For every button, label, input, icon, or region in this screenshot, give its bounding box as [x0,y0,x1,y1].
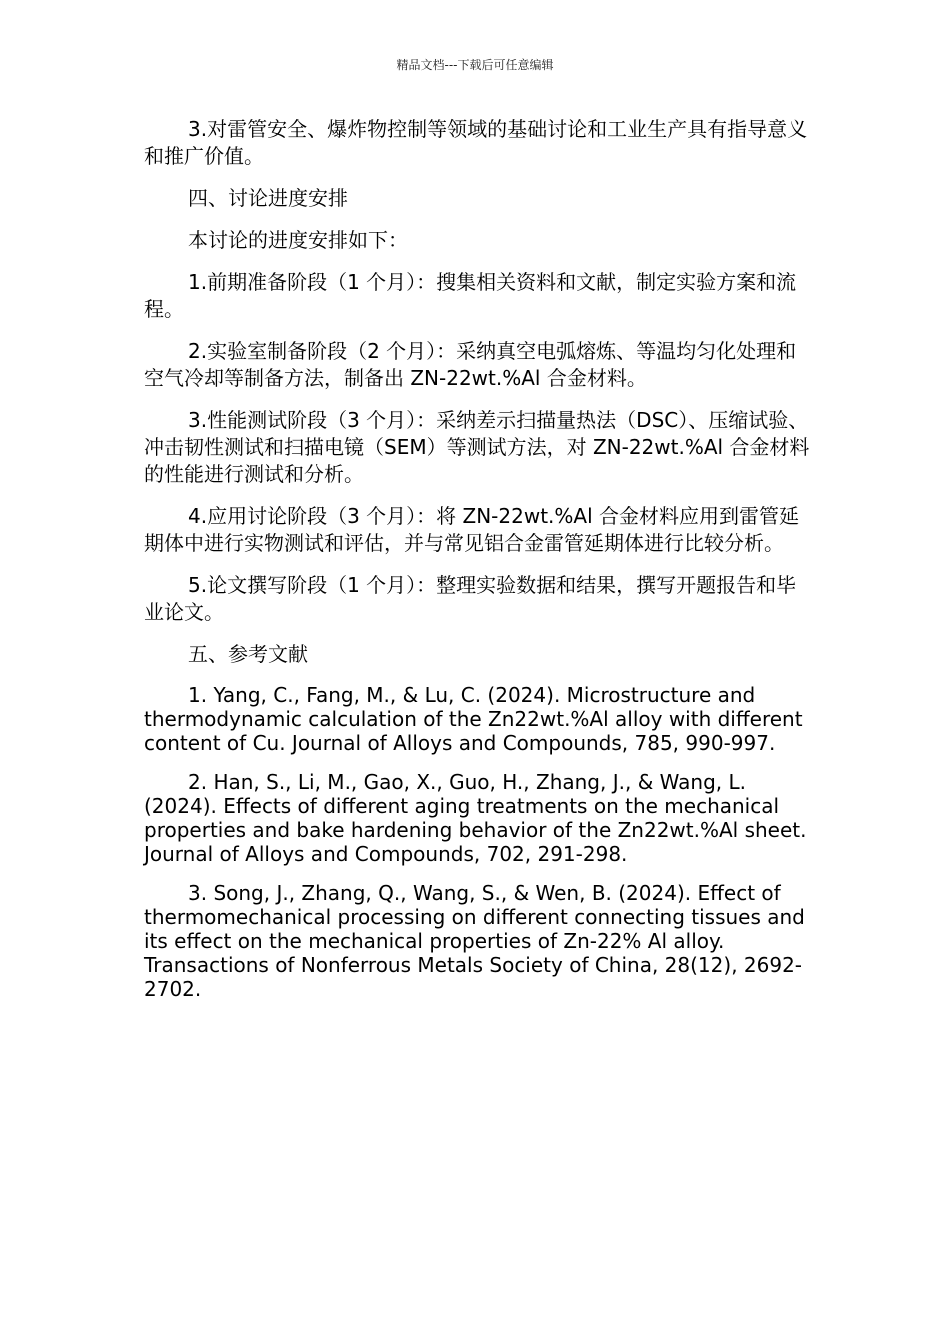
schedule-intro: 本讨论的进度安排如下： [188,228,408,252]
document-body [144,116,810,1016]
schedule-stage-5: 5.论文撰写阶段（1 个月）：整理实验数据和结果，撰写开题报告和毕业论文。 [144,573,797,624]
section-heading-references: 五、参考文献 [188,642,308,666]
reference-item-2: 2. Han, S., Li, M., Gao, X., Guo, H., Zhang, J., & Wang, L. (2024). Effects of different aging treatments on the mechanical properties and bake hardening behavior of the Zn22wt.%Al sheet. Journal of Alloys and Compounds, 702, 291-298. [144,770,807,866]
significance-item-3: 3.对雷管安全、爆炸物控制等领域的基础讨论和工业生产具有指导意义和推广价值。 [144,117,808,168]
page-header: 精品文档---下载后可任意编辑 [396,58,554,72]
schedule-stage-3: 3.性能测试阶段（3 个月）：采纳差示扫描量热法（DSC）、压缩试验、冲击韧性测试和扫描电镜（SEM）等测试方法，对 ZN-22wt.%Al 合金材料的性能进行测试和分析。 [144,408,810,486]
reference-item-3: 3. Song, J., Zhang, Q., Wang, S., & Wen, B. (2024). Effect of thermomechanical processing on different connecting tissues and its effect on the mechanical properties of Zn-22% Al alloy. Transactions of Nonferrous Metals Society of China, 28(12), 2692-2702. [144,881,805,1001]
schedule-stage-4: 4.应用讨论阶段（3 个月）：将 ZN-22wt.%Al 合金材料应用到雷管延期体中进行实物测试和评估，并与常见铝合金雷管延期体进行比较分析。 [144,504,800,555]
schedule-stage-2: 2.实验室制备阶段（2 个月）：采纳真空电弧熔炼、等温均匀化处理和空气冷却等制备方法，制备出 ZN-22wt.%Al 合金材料。 [144,339,797,390]
section-heading-schedule: 四、讨论进度安排 [188,186,348,210]
schedule-stage-1: 1.前期准备阶段（1 个月）：搜集相关资料和文献，制定实验方案和流程。 [144,270,797,321]
reference-item-1: 1. Yang, C., Fang, M., & Lu, C. (2024). Microstructure and thermodynamic calculation of the Zn22wt.%Al alloy with different content of Cu. Journal of Alloys and Compounds, 785, 990-997. [144,683,803,755]
